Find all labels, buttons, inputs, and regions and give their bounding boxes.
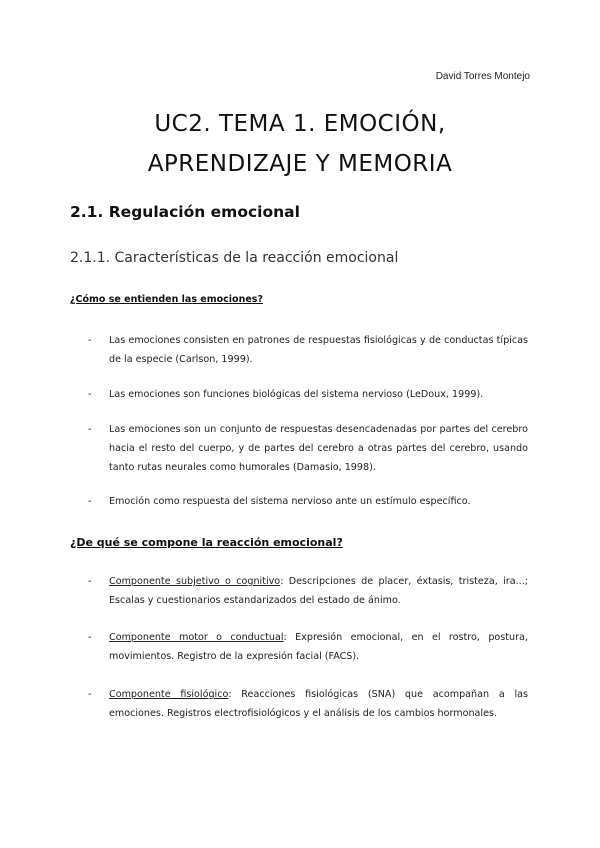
bullet-marker: - [88,389,92,400]
list-item-text: Las emociones son un conjunto de respuestas desencadenadas por partes del cerebro hacia el resto del cuerpo, y de partes del cerebro a otras partes del cerebro, usando tanto rutas neurales como humorales (Damasio, 1998). [109,424,528,473]
component-description: : Reacciones fisiológicas (SNA) que acompañan a las emociones. Registros electrofisiológicos y el análisis de los cambios hormonales. [109,689,528,719]
component-term: Componente subjetivo o cognitivo [109,576,281,587]
bullet-marker: - [88,689,92,700]
list-item-text: Las emociones consisten en patrones de respuestas fisiológicas y de conductas típicas de la especie (Carlson, 1999). [109,335,528,365]
list-item-text: Emoción como respuesta del sistema nervioso ante un estímulo específico. [109,496,471,507]
question-heading: ¿De qué se compone la reacción emocional? [70,536,343,549]
bullet-marker: - [88,335,92,346]
list-item [88,492,528,511]
list-item [88,572,528,610]
list-item [88,385,528,404]
bullet-marker: - [88,576,92,587]
subsection-title: 2.1.1. Características de la reacción emocional [70,250,399,266]
component-term: Componente motor o conductual [109,632,284,643]
list-item-text: Las emociones son funciones biológicas del sistema nervioso (LeDoux, 1999). [109,389,484,400]
list-item-text [109,572,528,610]
title-line-1: UC2. TEMA 1. EMOCIÓN, [154,111,446,137]
bullet-marker: - [88,424,92,435]
question-heading: ¿Cómo se entienden las emociones? [70,294,263,305]
component-description: : Descripciones de placer, éxtasis, tristeza, ira...; Escalas y cuestionarios estandarizados del estado de ánimo. [109,576,528,606]
list-item-text [109,685,528,723]
section-title: 2.1. Regulación emocional [70,203,300,221]
list-item-text [109,628,528,666]
list-item [88,628,528,666]
main-title [60,104,540,184]
list-item [88,685,528,723]
title-line-2: APRENDIZAJE Y MEMORIA [147,151,453,177]
author-name: David Torres Montejo [435,71,530,82]
list-item [88,331,528,369]
component-term: Componente fisiológico [109,689,229,700]
bullet-marker: - [88,496,92,507]
list-item [88,420,528,477]
bullet-marker: - [88,632,92,643]
component-description: : Expresión emocional, en el rostro, postura, movimientos. Registro de la expresión facial (FACS). [109,632,529,662]
